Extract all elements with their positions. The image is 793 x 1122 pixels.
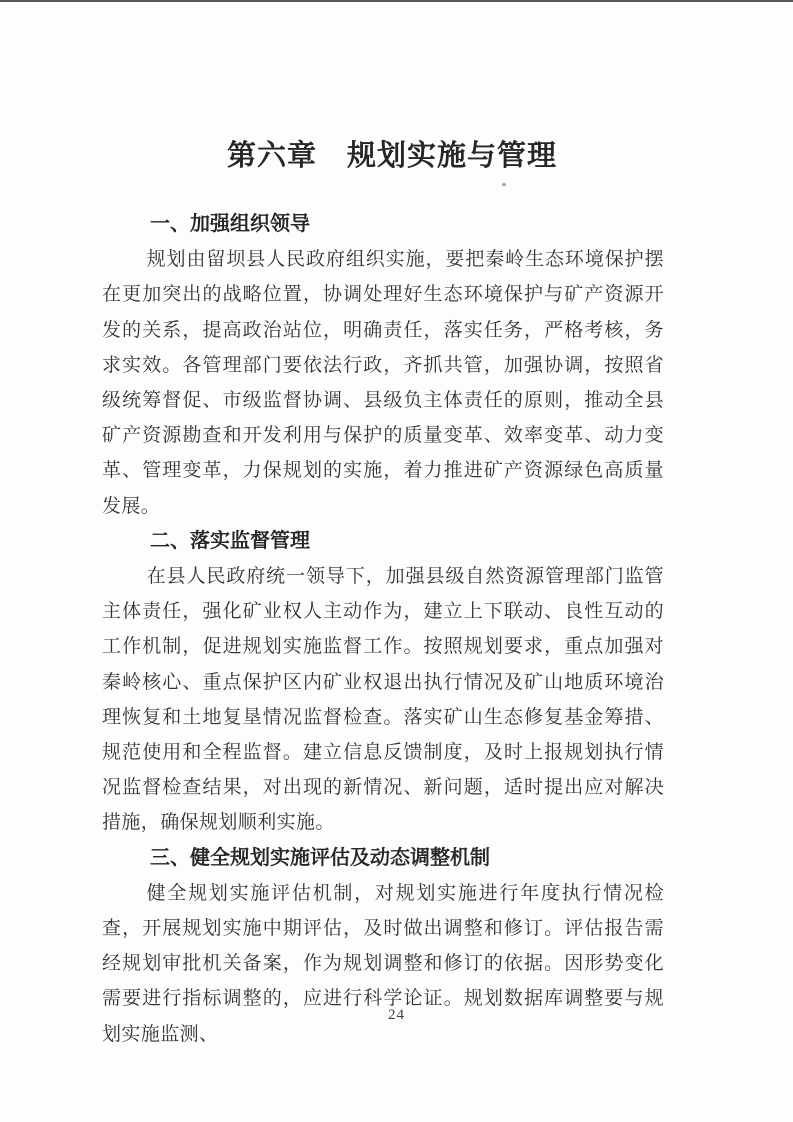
section-1: [102, 207, 664, 524]
scan-artifact-dot: [502, 183, 506, 186]
section-2: [102, 524, 664, 841]
section-heading-1: 一、加强组织领导: [150, 213, 310, 235]
chapter-title: 第六章 规划实施与管理: [226, 140, 557, 172]
body-paragraph: 规划由留坝县人民政府组织实施，要把秦岭生态环境保护摆在更加突出的战略位置，协调处理好生态环境保护与矿产资源开发的关系，提高政治站位，明确责任，落实任务，严格考核，务求实效。各管理部门要依法行政，齐抓共管，加强协调，按照省级统筹督促、市级监督协调、县级负主体责任的原则，推动全县矿产资源勘查和开发利用与保护的质量变革、效率变革、动力变革、管理变革，力保规划的实施，着力推进矿产资源绿色高质量发展。: [102, 249, 664, 517]
section-heading-2: 二、落实监督管理: [150, 529, 310, 552]
page-number: 24: [388, 1007, 405, 1023]
body-paragraph: 在县人民政府统一领导下，加强县级自然资源管理部门监管主体责任，强化矿业权人主动作为，建立上下联动、良性互动的工作机制，促进规划实施监督工作。按照规划要求，重点加强对秦岭核心、重点保护区内矿业权退出执行情况及矿山地质环境治理恢复和土地复垦情况监督检查。落实矿山生态修复基金筹措、规范使用和全程监督。建立信息反馈制度，及时上报规划执行情况监督检查结果，对出现的新情况、新问题，适时提出应对解决措施，确保规划顺利实施。: [102, 566, 664, 834]
body-paragraph: 健全规划实施评估机制，对规划实施进行年度执行情况检查，开展规划实施中期评估，及时做出调整和修订。评估报告需经规划审批机关备案，作为规划调整和修订的依据。因形势变化需要进行指标调整的，应进行科学论证。规划数据库调整要与规划实施监测、: [102, 882, 664, 1045]
section-heading-3: 三、健全规划实施评估及动态调整机制: [150, 846, 490, 869]
page-content: [102, 0, 664, 1052]
